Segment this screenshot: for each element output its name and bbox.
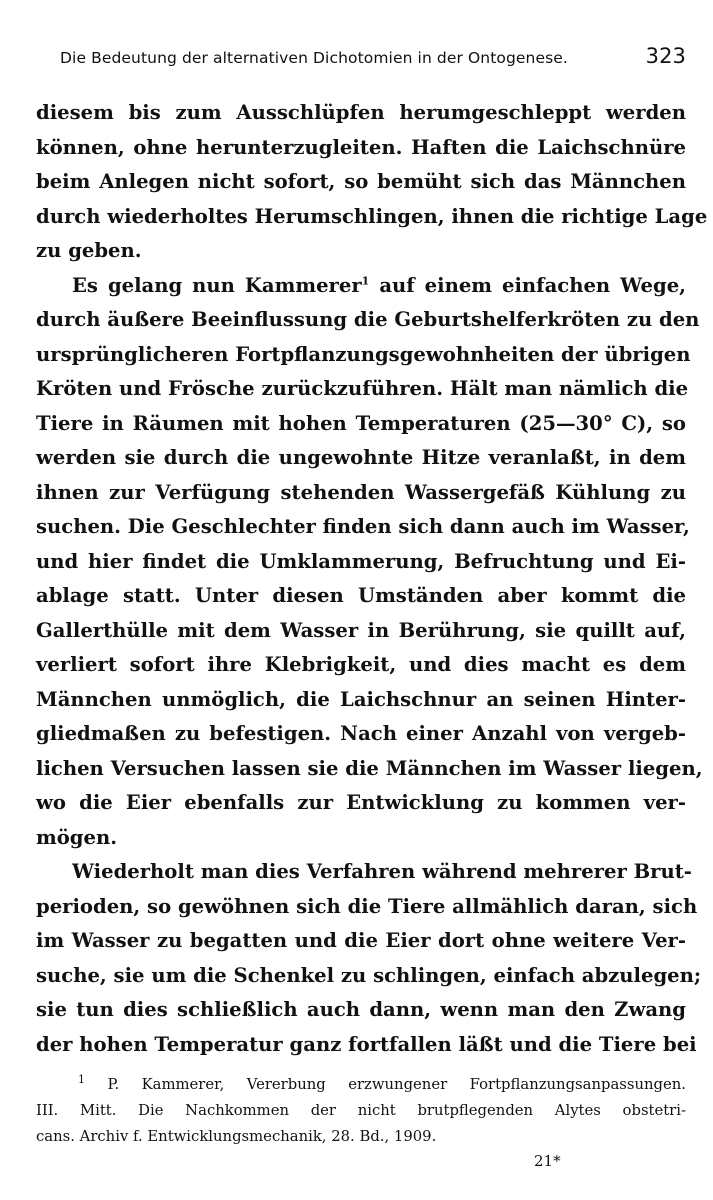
text-fragment: Es gelang nun Kammerer — [72, 273, 362, 297]
text-line: werden sie durch die ungewohnte Hitze veranlaßt, in dem — [36, 446, 686, 469]
text-line: ursprünglicheren Fortpflanzungsgewohnheiten der übrigen — [36, 342, 691, 366]
text-line: suche, sie um die Schenkel zu schlingen, einfach abzulegen; — [36, 963, 702, 987]
text-line: beim Anlegen nicht sofort, so bemüht sich das Männchen — [36, 170, 686, 193]
running-header — [60, 44, 686, 68]
body-text — [36, 96, 708, 1062]
text-line: Gallerthülle mit dem Wasser in Berührung, sie quillt auf, — [36, 618, 686, 642]
text-line: mögen. — [36, 825, 118, 849]
text-line: können, ohne herunterzugleiten. Haften die Laichschnüre — [36, 135, 686, 159]
text-line: und hier findet die Umklammerung, Befruchtung und Ei- — [36, 549, 686, 573]
text-line: gliedmaßen zu befestigen. Nach einer Anzahl von vergeb- — [36, 722, 686, 745]
text-line: verliert sofort ihre Klebrigkeit, und dies macht es dem — [36, 653, 686, 676]
text-line: Wiederholt man dies Verfahren während mehrerer Brut- — [72, 860, 692, 883]
page-number: 323 — [645, 44, 686, 68]
text-line: im Wasser zu begatten und die Eier dort ohne weitere Ver- — [36, 929, 686, 952]
text-line: wo die Eier ebenfalls zur Entwicklung zu kommen ver- — [36, 791, 686, 814]
text-fragment: auf einem einfachen Wege, — [379, 273, 687, 297]
text-line: ablage statt. Unter diesen Umständen aber kommt die — [36, 584, 686, 607]
text-line: sie tun dies schließlich auch dann, wenn man den Zwang — [36, 998, 686, 1021]
text-line: Männchen unmöglich, die Laichschnur an seinen Hinter- — [36, 687, 686, 711]
text-line: Tiere in Räumen mit hohen Temperaturen (25—30° C), so — [36, 411, 686, 435]
text-line: ihnen zur Verfügung stehenden Wassergefäß Kühlung zu — [36, 480, 686, 504]
text-line: diesem bis zum Ausschlüpfen herumgeschleppt werden — [36, 101, 686, 124]
text-line: der hohen Temperatur ganz fortfallen läßt und die Tiere bei — [36, 1032, 697, 1056]
text-line: suchen. Die Geschlechter finden sich dann auch im Wasser, — [36, 515, 690, 538]
text-line: lichen Versuchen lassen sie die Männchen im Wasser liegen, — [36, 756, 703, 780]
running-title: Die Bedeutung der alternativen Dichotomien in der Ontogenese. — [60, 49, 568, 67]
footnote-marker: 1 — [78, 1073, 85, 1087]
text-line: zu geben. — [36, 239, 142, 262]
footnote-text: P. Kammerer, Vererbung erzwungener Fortpflanzungsanpassungen. — [107, 1076, 686, 1093]
signature-mark: 21* — [534, 1152, 561, 1170]
footnotes — [36, 1072, 686, 1150]
footnote-line — [36, 1072, 686, 1098]
footnote-reference: 1 — [361, 273, 370, 287]
text-line: durch wiederholtes Herumschlingen, ihnen die richtige Lage — [36, 204, 708, 228]
footnote-line: III. Mitt. Die Nachkommen der nicht brutpflegenden Alytes obstetri- — [36, 1102, 686, 1119]
text-line: durch äußere Beeinflussung die Geburtshelferkröten zu den — [36, 308, 700, 331]
footnote-line: cans. Archiv f. Entwicklungsmechanik, 28. Bd., 1909. — [36, 1128, 437, 1145]
text-line: Kröten und Frösche zurückzuführen. Hält man nämlich die — [36, 377, 689, 400]
text-line: perioden, so gewöhnen sich die Tiere allmählich daran, sich — [36, 894, 698, 918]
text-line-with-footnote-ref — [36, 269, 686, 304]
